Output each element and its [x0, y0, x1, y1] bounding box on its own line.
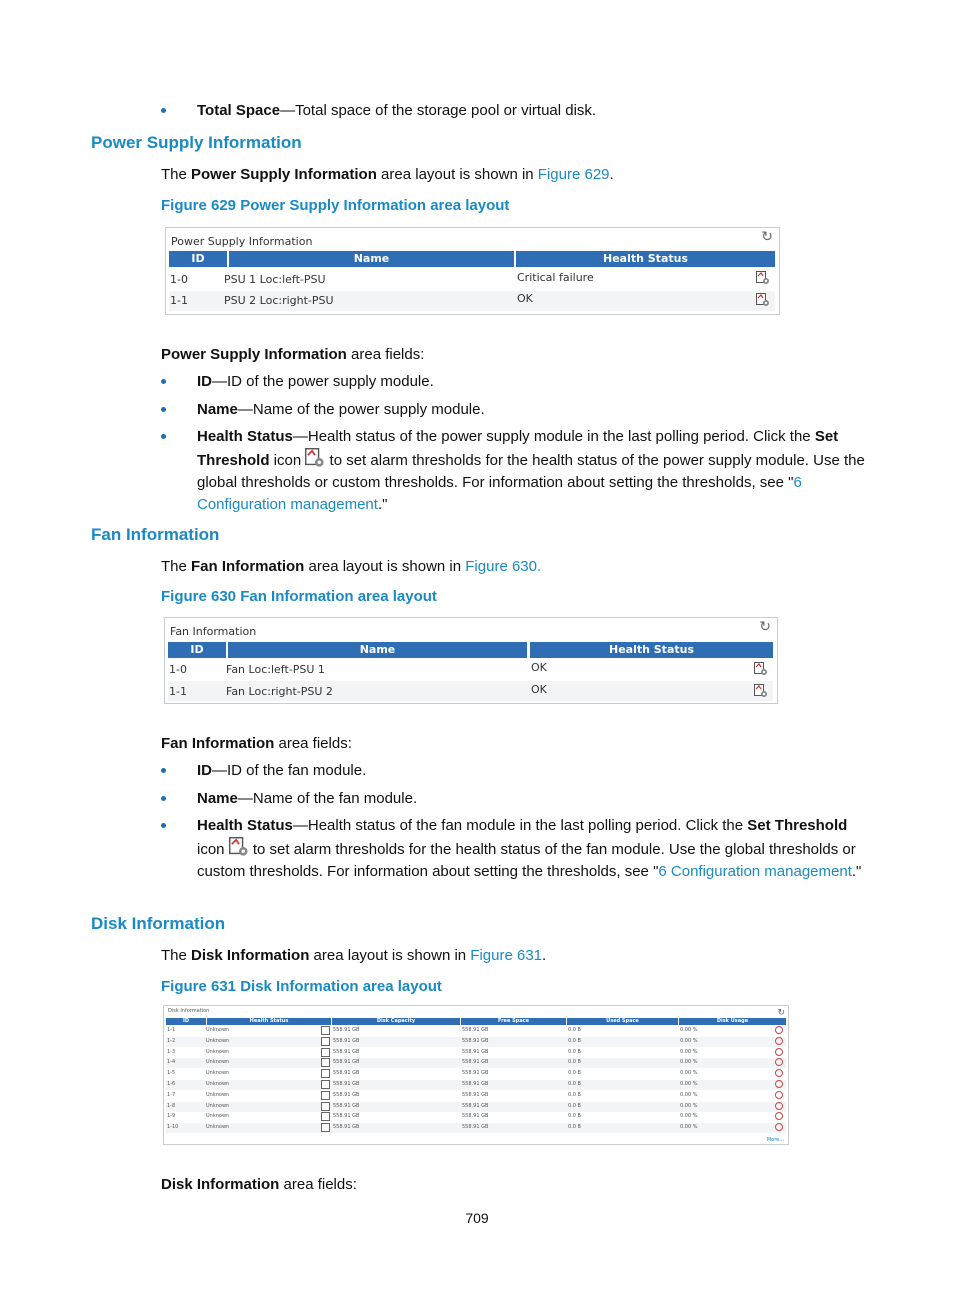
- bullet: [161, 108, 166, 113]
- fan-field-health: Health Status—Health status of the fan module in the last polling period. Click the Set Threshold icon to set alarm thresholds for the health status of the fan module. Use the global thresholds or custom thresholds. For information about setting the thresholds, see "6 Configuration management.": [197, 817, 862, 880]
- cell-health: Unknown: [206, 1081, 230, 1087]
- cell-used: 0.0 B: [568, 1113, 581, 1120]
- figure-link[interactable]: Figure 631: [470, 947, 543, 964]
- col-header-capacity[interactable]: Disk Capacity: [332, 1018, 460, 1025]
- cell-health: Unknown: [206, 1124, 230, 1131]
- cell-capacity: 558.91 GB: [333, 1037, 360, 1044]
- usage-status-icon[interactable]: [775, 1080, 783, 1088]
- cell-health: Unknown: [206, 1048, 230, 1055]
- cell-usage: 0.00 %: [680, 1059, 698, 1066]
- col-header-name[interactable]: Name: [229, 251, 514, 267]
- config-mgmt-link[interactable]: 6 Configuration management: [197, 474, 802, 513]
- cell-id: 1-0: [170, 273, 188, 286]
- set-threshold-icon[interactable]: [321, 1026, 330, 1035]
- cell-id: 1-8: [167, 1102, 176, 1109]
- cell-usage: 0.00 %: [680, 1037, 698, 1044]
- refresh-icon[interactable]: ↻: [777, 1008, 785, 1018]
- figure-link[interactable]: Figure 629: [537, 166, 610, 183]
- disk-fields-intro: Disk Information area fields:: [161, 1176, 357, 1193]
- psu-field-health: Health Status—Health status of the power supply module in the last polling period. Click the Set Threshold icon to set alarm thresholds for the health status of the power supply module. Use the global thresholds or custom thresholds. For information about setting the thresholds, see "6 Configuration management.": [197, 428, 865, 513]
- cell-id: 1-5: [167, 1070, 176, 1077]
- cell-free: 558.91 GB: [462, 1037, 489, 1044]
- cell-capacity: 558.91 GB: [333, 1048, 360, 1055]
- cell-used: 0.0 B: [568, 1059, 581, 1066]
- cell-id: 1-1: [170, 294, 188, 307]
- cell-health: Unknown: [206, 1037, 230, 1044]
- section-heading-fan: Fan Information: [91, 525, 220, 544]
- set-threshold-icon[interactable]: [756, 271, 770, 285]
- cell-free: 558.91 GB: [462, 1027, 489, 1033]
- cell-used: 0.0 B: [568, 1070, 581, 1077]
- panel-title: Fan Information: [170, 625, 257, 638]
- cell-capacity: 558.91 GB: [333, 1124, 360, 1131]
- cell-name: PSU 2 Loc:right-PSU: [224, 294, 334, 307]
- figure-link[interactable]: Figure 630.: [465, 558, 542, 575]
- cell-capacity: 558.91 GB: [333, 1070, 360, 1077]
- cell-capacity: 558.91 GB: [333, 1027, 360, 1033]
- panel-title: Disk Information: [168, 1008, 210, 1014]
- cell-free: 558.91 GB: [462, 1113, 489, 1120]
- usage-status-icon[interactable]: [775, 1102, 783, 1110]
- figure-caption: Figure 631 Disk Information area layout: [161, 978, 442, 995]
- refresh-icon[interactable]: ↻: [761, 229, 773, 245]
- cell-name: Fan Loc:right-PSU 2: [226, 685, 333, 698]
- fan-fields-intro: Fan Information area fields:: [161, 735, 352, 752]
- more-link[interactable]: More...: [766, 1137, 784, 1143]
- set-threshold-icon[interactable]: [754, 684, 768, 698]
- cell-name: PSU 1 Loc:left-PSU: [224, 273, 326, 286]
- col-header-health[interactable]: Health Status: [516, 251, 775, 267]
- usage-status-icon[interactable]: [775, 1048, 783, 1056]
- cell-usage: 0.00 %: [680, 1027, 698, 1033]
- figure-caption: Figure 630 Fan Information area layout: [161, 588, 437, 605]
- cell-id: 1-1: [167, 1027, 176, 1033]
- bullet: [161, 796, 166, 801]
- cell-id: 1-0: [169, 663, 187, 676]
- usage-status-icon[interactable]: [775, 1112, 783, 1120]
- cell-usage: 0.00 %: [680, 1070, 698, 1077]
- cell-usage: 0.00 %: [680, 1081, 698, 1087]
- cell-capacity: 558.91 GB: [333, 1059, 360, 1066]
- cell-used: 0.0 B: [568, 1048, 581, 1055]
- cell-usage: 0.00 %: [680, 1124, 698, 1131]
- set-threshold-icon[interactable]: [321, 1080, 330, 1089]
- set-threshold-icon[interactable]: [321, 1069, 330, 1078]
- cell-used: 0.0 B: [568, 1102, 581, 1109]
- cell-usage: 0.00 %: [680, 1113, 698, 1120]
- disk-intro: The Disk Information area layout is shown in Figure 631.: [161, 947, 547, 964]
- cell-free: 558.91 GB: [462, 1081, 489, 1087]
- config-mgmt-link[interactable]: 6 Configuration management: [658, 863, 852, 880]
- col-header-used[interactable]: Used Space: [567, 1018, 678, 1025]
- cell-free: 558.91 GB: [462, 1070, 489, 1077]
- cell-free: 558.91 GB: [462, 1102, 489, 1109]
- set-threshold-icon[interactable]: [321, 1091, 330, 1100]
- cell-usage: 0.00 %: [680, 1091, 698, 1098]
- bullet: [161, 768, 166, 773]
- fan-field-id: ID—ID of the fan module.: [197, 762, 367, 779]
- psu-field-name: Name—Name of the power supply module.: [197, 401, 485, 418]
- cell-health: Unknown: [206, 1113, 230, 1120]
- cell-status: OK: [531, 661, 547, 674]
- cell-capacity: 558.91 GB: [333, 1113, 360, 1120]
- section-heading-psu: Power Supply Information: [91, 133, 302, 152]
- set-threshold-icon[interactable]: [321, 1102, 330, 1111]
- col-header-health[interactable]: Health Status: [530, 642, 773, 658]
- set-threshold-icon[interactable]: [321, 1123, 330, 1132]
- cell-used: 0.0 B: [568, 1037, 581, 1044]
- cell-name: Fan Loc:left-PSU 1: [226, 663, 325, 676]
- cell-status: OK: [531, 683, 547, 696]
- cell-used: 0.0 B: [568, 1124, 581, 1131]
- cell-id: 1-9: [167, 1113, 176, 1120]
- cell-status: Critical failure: [517, 271, 594, 284]
- col-header-id[interactable]: ID: [168, 642, 226, 658]
- bullet: [161, 407, 166, 412]
- col-header-name[interactable]: Name: [228, 642, 527, 658]
- cell-health: Unknown: [206, 1059, 230, 1066]
- fan-panel: [164, 617, 778, 704]
- refresh-icon[interactable]: ↻: [759, 619, 771, 635]
- cell-id: 1-3: [167, 1048, 176, 1055]
- col-header-id[interactable]: ID: [169, 251, 227, 267]
- psu-panel: [165, 227, 780, 315]
- set-threshold-icon[interactable]: [754, 662, 768, 676]
- bullet: [161, 379, 166, 384]
- set-threshold-icon[interactable]: [321, 1058, 330, 1067]
- cell-id: 1-1: [169, 685, 187, 698]
- col-header-free[interactable]: Free Space: [461, 1018, 566, 1025]
- cell-capacity: 558.91 GB: [333, 1102, 360, 1109]
- cell-id: 1-7: [167, 1091, 176, 1098]
- cell-health: Unknown: [206, 1070, 230, 1077]
- set-threshold-icon: [229, 837, 249, 857]
- section-heading-disk: Disk Information: [91, 914, 226, 933]
- cell-free: 558.91 GB: [462, 1091, 489, 1098]
- usage-status-icon[interactable]: [775, 1037, 783, 1045]
- cell-used: 0.0 B: [568, 1027, 581, 1033]
- cell-free: 558.91 GB: [462, 1048, 489, 1055]
- cell-capacity: 558.91 GB: [333, 1091, 360, 1098]
- total-space-item: Total Space—Total space of the storage pool or virtual disk.: [197, 102, 597, 119]
- panel-title: Power Supply Information: [171, 235, 313, 248]
- bullet: [161, 823, 166, 828]
- cell-usage: 0.00 %: [680, 1102, 698, 1109]
- col-header-health[interactable]: Health Status: [207, 1018, 331, 1025]
- set-threshold-icon: [305, 448, 325, 468]
- bullet: [161, 434, 166, 439]
- figure-caption: Figure 629 Power Supply Information area layout: [161, 197, 510, 214]
- cell-status: OK: [517, 292, 533, 305]
- disk-panel: [163, 1005, 789, 1145]
- cell-id: 1-10: [167, 1124, 179, 1131]
- psu-field-id: ID—ID of the power supply module.: [197, 373, 434, 390]
- cell-health: Unknown: [206, 1027, 230, 1033]
- psu-intro: The Power Supply Information area layout is shown in Figure 629.: [161, 166, 614, 183]
- cell-capacity: 558.91 GB: [333, 1081, 360, 1087]
- cell-health: Unknown: [206, 1102, 230, 1109]
- set-threshold-icon[interactable]: [321, 1112, 330, 1121]
- usage-status-icon[interactable]: [775, 1069, 783, 1077]
- cell-used: 0.0 B: [568, 1081, 581, 1087]
- col-header-usage[interactable]: Disk Usage: [679, 1018, 786, 1025]
- cell-health: Unknown: [206, 1091, 230, 1098]
- set-threshold-icon[interactable]: [321, 1048, 330, 1057]
- fan-intro: The Fan Information area layout is shown in Figure 630.: [161, 558, 542, 575]
- cell-free: 558.91 GB: [462, 1124, 489, 1131]
- set-threshold-icon[interactable]: [321, 1037, 330, 1046]
- cell-usage: 0.00 %: [680, 1048, 698, 1055]
- cell-id: 1-4: [167, 1059, 176, 1066]
- cell-used: 0.0 B: [568, 1091, 581, 1098]
- fan-field-name: Name—Name of the fan module.: [197, 790, 418, 807]
- cell-id: 1-2: [167, 1037, 176, 1044]
- set-threshold-icon[interactable]: [756, 293, 770, 307]
- psu-fields-intro: Power Supply Information area fields:: [161, 346, 425, 363]
- usage-status-icon[interactable]: [775, 1091, 783, 1099]
- col-header-id[interactable]: ID: [166, 1018, 206, 1025]
- usage-status-icon[interactable]: [775, 1026, 783, 1034]
- cell-id: 1-6: [167, 1081, 176, 1087]
- cell-free: 558.91 GB: [462, 1059, 489, 1066]
- page-number: 709: [465, 1210, 489, 1226]
